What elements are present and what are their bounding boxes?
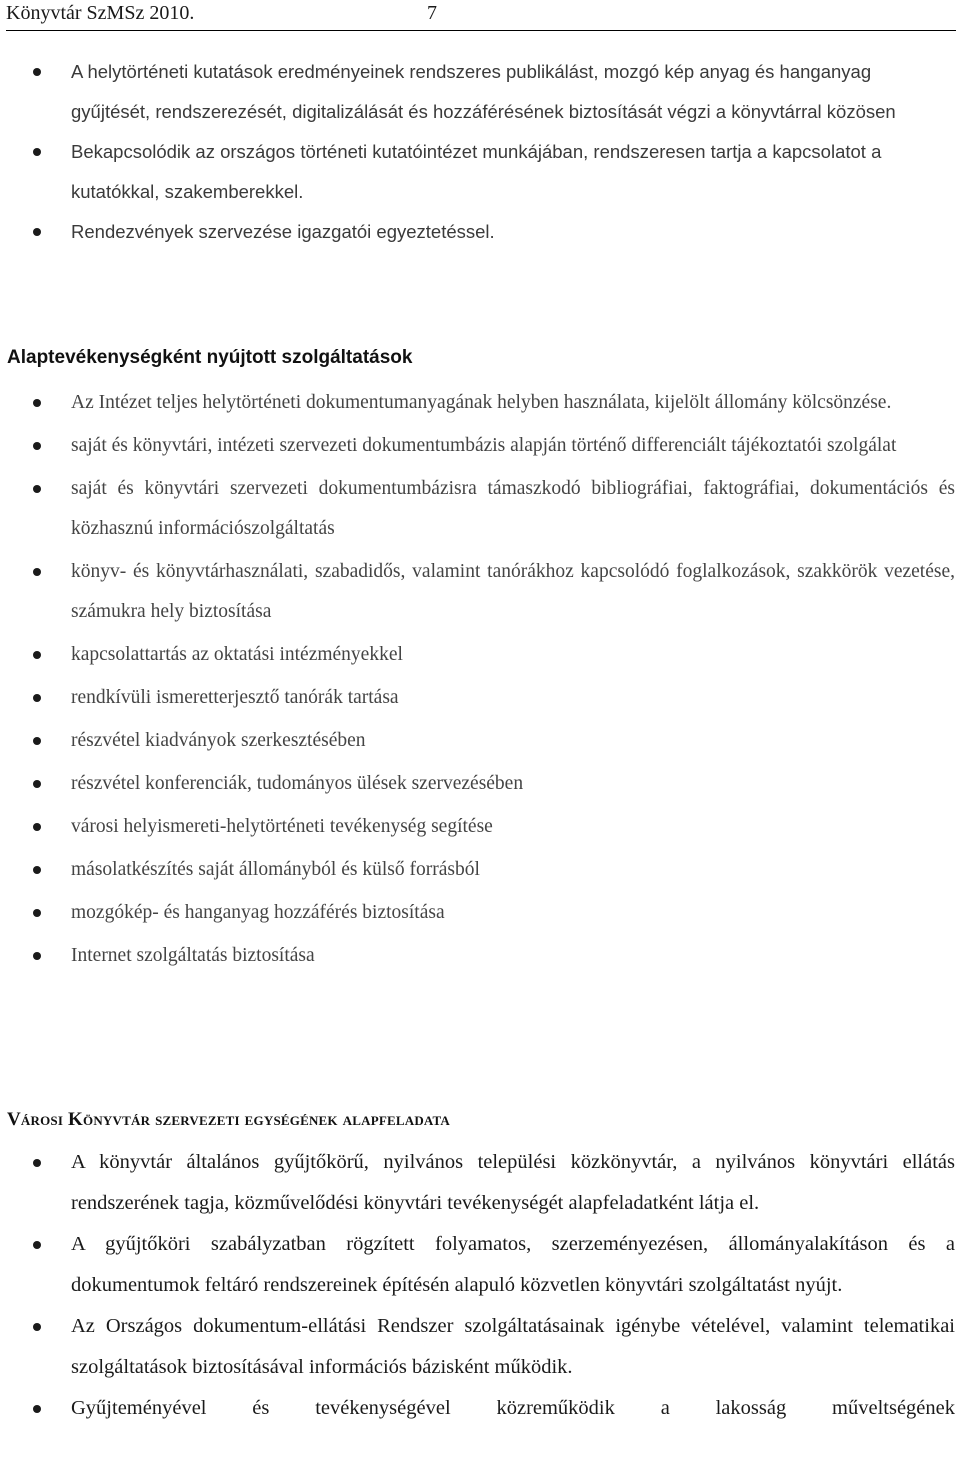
list-item: Az Országos dokumentum-ellátási Rendszer szolgáltatásainak igénybe vételével, valamint telematikai szolgáltatások biztosításával információs bázisként működik. [0,1306,955,1388]
bullet-icon [33,68,41,76]
list-item: könyv- és könyvtárhasználati, szabadidős, valamint tanórákhoz kapcsolódó foglalkozások, szakkörök vezetése, számukra hely biztosítása [0,552,955,632]
list-item: részvétel konferenciák, tudományos ülések szervezésében [0,764,955,804]
bullet-icon [33,1241,41,1249]
list-item: saját és könyvtári, intézeti szervezeti dokumentumbázis alapján történő differenciált tájékoztatói szolgálat [0,426,955,466]
list-item: A könyvtár általános gyűjtőkörű, nyilvános települési közkönyvtár, a nyilvános könyvtári ellátás rendszerének tagja, közművelődési könyvtári tevékenységét alapfeladatként látja el. [0,1142,955,1224]
list-item: Az Intézet teljes helytörténeti dokumentumanyagának helyben használata, kijelölt állomány kölcsönzése. [0,383,955,423]
list-item: Bekapcsolódik az országos történeti kutatóintézet munkájában, rendszeresen tartja a kapcsolatot a kutatókkal, szakemberekkel. [0,132,955,212]
section-heading-city-library: Városi Könyvtár szervezeti egységének alapfeladata [7,1109,451,1130]
bullet-list-services [0,383,955,979]
bullet-icon [33,737,41,745]
list-item: rendkívüli ismeretterjesztő tanórák tartása [0,678,955,718]
list-item: részvétel kiadványok szerkesztésében [0,721,955,761]
list-item: Internet szolgáltatás biztosítása [0,936,955,976]
bullet-icon [33,866,41,874]
bullet-icon [33,823,41,831]
bullet-list-city-library [0,1142,955,1429]
list-item: saját és könyvtári szervezeti dokumentumbázisra támaszkodó bibliográfiai, faktográfiai, dokumentációs és közhasznú információszolgáltatás [0,469,955,549]
bullet-icon [33,909,41,917]
bullet-icon [33,780,41,788]
list-item: A gyűjtőköri szabályzatban rögzített folyamatos, szerzeményezésen, állományalakításon és a dokumentumok feltáró rendszereinek építésén alapuló közvetlen könyvtári szolgáltatást nyújt. [0,1224,955,1306]
bullet-list-research [0,52,955,252]
list-item: városi helyismereti-helytörténeti tevékenység segítése [0,807,955,847]
list-item: kapcsolattartás az oktatási intézményekkel [0,635,955,675]
list-item: A helytörténeti kutatások eredményeinek rendszeres publikálást, mozgó kép anyag és hanganyag gyűjtését, rendszerezését, digitalizálását és hozzáférésének biztosítását végzi a könyvtárral közösen [0,52,955,132]
bullet-icon [33,952,41,960]
page-number: 7 [427,2,437,24]
bullet-icon [33,568,41,576]
bullet-icon [33,485,41,493]
section-heading-services: Alaptevékenységként nyújtott szolgáltatások [7,347,413,368]
bullet-icon [33,399,41,407]
list-item: másolatkészítés saját állományból és külső forrásból [0,850,955,890]
list-item: mozgókép- és hanganyag hozzáférés biztosítása [0,893,955,933]
list-item: Rendezvények szervezése igazgatói egyeztetéssel. [0,212,955,252]
page-header [6,0,956,31]
bullet-icon [33,1159,41,1167]
bullet-icon [33,228,41,236]
bullet-icon [33,1323,41,1331]
bullet-icon [33,1405,41,1413]
bullet-icon [33,694,41,702]
document-title: Könyvtár SzMSz 2010. [6,2,195,24]
bullet-icon [33,651,41,659]
list-item: Gyűjteményével és tevékenységével közreműködik a lakosság műveltségének [0,1388,955,1429]
bullet-icon [33,148,41,156]
bullet-icon [33,442,41,450]
